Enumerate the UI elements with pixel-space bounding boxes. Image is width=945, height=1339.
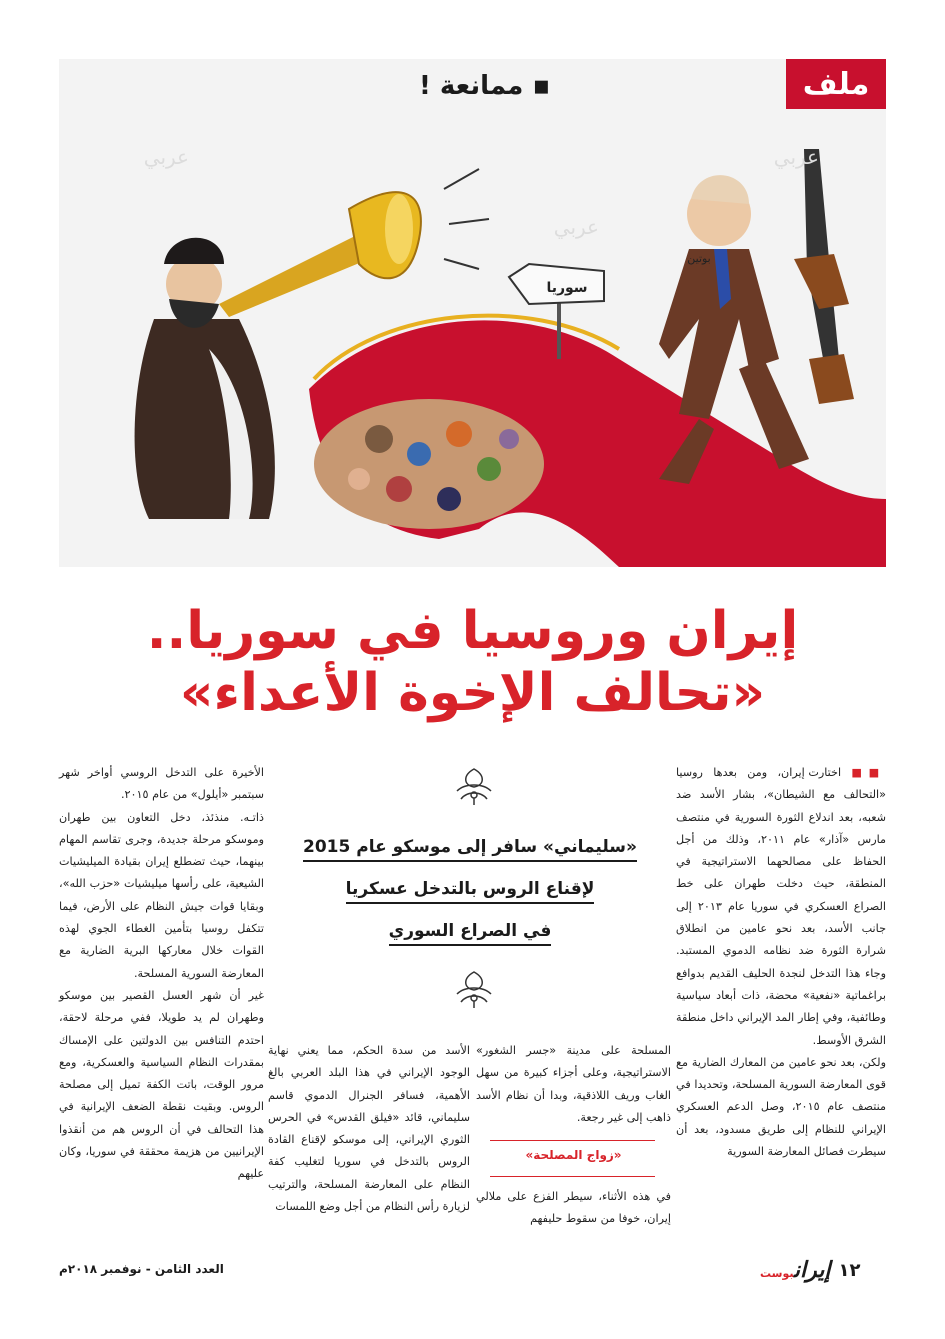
article-column-mid-left xyxy=(268,1040,470,1218)
paragraph: ولكن، بعد نحو عامين من المعارك الضارية مع قوى المعارضة السورية المسلحة، وتحديدا في منتصف عام ٢٠١٥، وصل الدعم العسكري الإيراني للنظام إلى طريق مسدود، بعد أن سيطرت فصائل المعارضة السورية xyxy=(676,1055,886,1159)
paragraph: الأسد من سدة الحكم، مما يعني نهاية الوجود الإيراني في هذا البلد العربي بالغ الأهمية، فسافر الجنرال الدموي قاسم سليماني، قائد «فيلق القدس» في الحرس الثوري الإيراني، إلى موسكو لإقناع القادة الروس بالتدخل في سوريا لتغليب كفة النظام على المعارضة المسلحة، والترتيب لزيارة رأس النظام من أجل وضع اللمسات xyxy=(268,1044,470,1214)
cartoon-drawing xyxy=(59,59,886,567)
article-column-mid-right xyxy=(476,1040,671,1129)
section-tag: ملف xyxy=(786,59,886,109)
magazine-logo xyxy=(760,1258,830,1283)
footer-branding xyxy=(760,1255,886,1285)
putin-label: بوتين xyxy=(687,252,711,265)
crowd-of-victims xyxy=(314,399,544,529)
article-column-left xyxy=(59,762,264,1186)
paragraph: الأخيرة على التدخل الروسي أواخر شهر سبتمبر «أيلول» من عام ٢٠١٥. xyxy=(59,766,264,802)
watermark-3: عربي xyxy=(773,145,819,169)
ornament-icon-top xyxy=(453,765,495,807)
paragraph-text: اختارت إيران، ومن بعدها روسيا «التحالف مع الشيطان»، بشار الأسد ضد شعبه، بعد اندلاع الثورة السورية في منتصف مارس «آذار» عام ٢٠١١، وذلك من أجل الحفاظ على مصالحهما الاستراتيجية في المنطقة، حيث دخلت طهران على خط الصراع العسكري في سوريا عام ٢٠١٣ إلى جانب الأسد، بعد نحو عامين من انطلاق شرارة الثورة ضد نظامه الدموي المستبد. وجاء هذا التدخل لنجدة الحليف القديم بدوافع براغماتية «نفعية» محضة، ذات أبعاد سياسية وطائفية، وفي إطار المد الإيراني داخل منطقة الشرق الأوسط. xyxy=(676,766,886,1047)
pull-quote-line-3: في الصراع السوري xyxy=(389,918,552,946)
paragraph: في هذه الأثناء، سيطر الفزع على ملالي إيران، خوفا من سقوط حليفهم xyxy=(476,1190,671,1226)
pull-quote xyxy=(270,826,670,952)
logo-main: إيران xyxy=(793,1257,831,1283)
article-column-mid-right-cont xyxy=(476,1186,671,1231)
cartoon-illustration xyxy=(59,59,886,567)
headline xyxy=(100,600,845,724)
cartoon-caption: ▪ ممانعة ! xyxy=(419,71,551,101)
paragraph-marker: ■■ xyxy=(851,766,886,779)
ornament-icon-bottom xyxy=(453,968,495,1010)
subhead-divider-top xyxy=(490,1140,655,1141)
paragraph: ذاتـه. منذئذ، دخل التعاون بين طهران وموسكو مرحلة جديدة، وجرى تقاسم المهام بينهما، حيث تضطلع إيران بقيادة الميليشيات الشيعية، على رأسها ميليشيات «حزب الله»، وبقايا قوات جيش النظام على الأرض، فيما تتكفل روسيا بتأمين الغطاء الجوي لهذه القوات خلال معاركها البرية الضارية مع المعارضة السورية المسلحة. xyxy=(59,810,264,980)
subhead-divider-bottom xyxy=(490,1176,655,1177)
sign-text: سوريا xyxy=(546,280,588,296)
subhead: «زواج المصلحة» xyxy=(525,1148,622,1162)
watermark-2: عربي xyxy=(553,215,599,239)
watermark-1: عربي xyxy=(143,145,189,169)
pull-quote-line-1: «سليماني» سافر إلى موسكو عام 2015 xyxy=(303,834,637,862)
article-column-right xyxy=(676,762,886,1163)
logo-sub: بوست xyxy=(760,1266,794,1280)
page-number: ١٢ xyxy=(838,1259,861,1281)
headline-line-1: إيران وروسيا في سوريا.. xyxy=(146,601,799,661)
pull-quote-line-2: لإقناع الروس بالتدخل عسكريا xyxy=(346,876,595,904)
paragraph: غير أن شهر العسل القصير بين موسكو وطهران لم يد طويلا، ففي مرحلة لاحقة، احتدم التنافس بين الدولتين على الإمساك بمقدرات النظام السياسية والعسكرية، ومع مرور الوقت، باتت الكفة تميل إلى مصلحة الروس. وبقيت نقطة الضعف الإيرانية في هذا التحالف في أن الروس هم من أنقذوا الإيرانيين من هزيمة محققة في سوريا، وكان عليهم xyxy=(59,988,264,1181)
paragraph: المسلحة على مدينة «جسر الشغور» الاستراتيجية، وعلى أجزاء كبيرة من سهل الغاب وريف اللاذقية، وبدا أن نظام الأسد ذاهب إلى غير رجعة. xyxy=(476,1044,671,1124)
headline-line-2: «تحالف الإخوة الأعداء» xyxy=(179,663,766,723)
paragraph xyxy=(676,762,886,1052)
issue-info: العدد الثامن - نوفمبر ٢٠١٨م xyxy=(59,1262,224,1276)
